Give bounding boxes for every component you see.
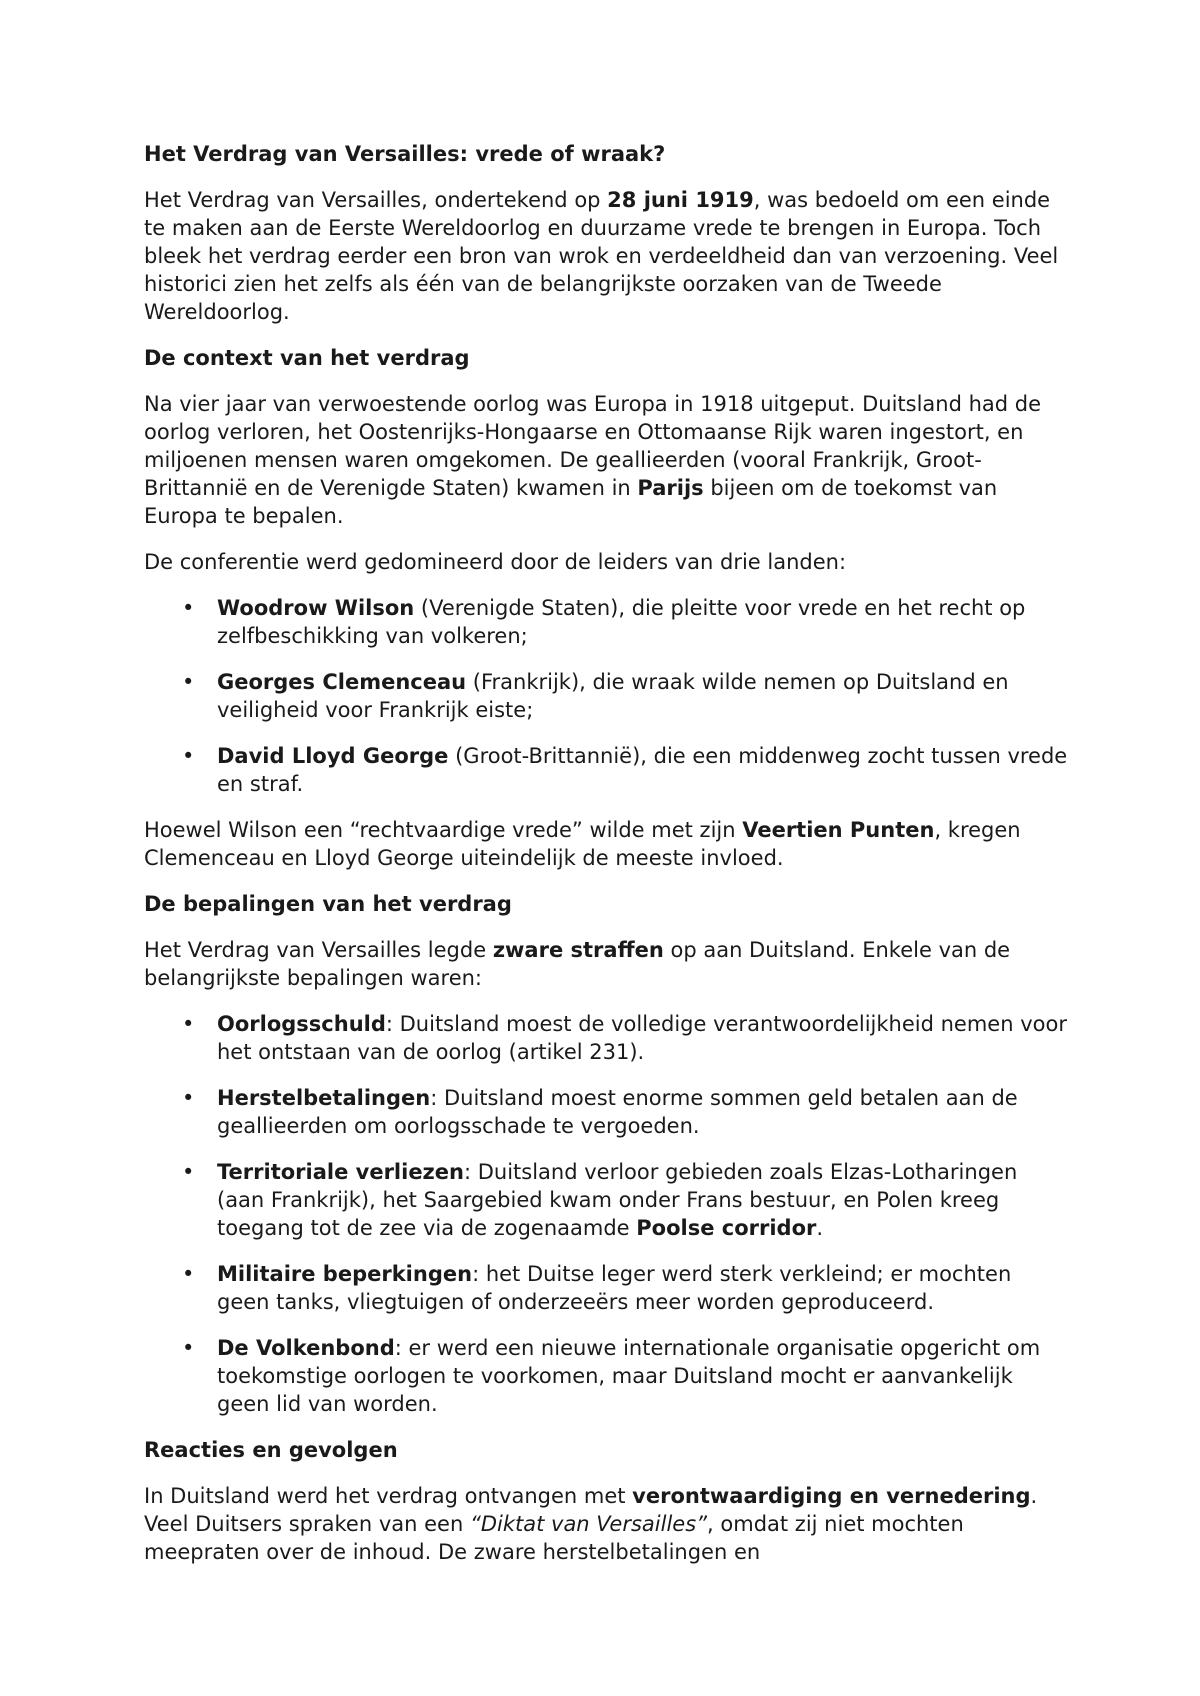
intro-paragraph [144, 186, 1070, 326]
bullet-icon: • [182, 1262, 195, 1286]
bullet-icon: • [182, 1336, 195, 1360]
text: , omdat zij niet mochten meepraten over de inhoud. De zware herstelbetalingen en [144, 1512, 964, 1564]
bold-text: Georges Clemenceau [217, 670, 467, 694]
bold-text: Militaire beperkingen [217, 1262, 473, 1286]
bullet-icon: • [182, 1160, 195, 1184]
text: : het Duitse leger werd sterk verkleind; er mochten geen tanks, vliegtuigen of onderzeeërs meer worden geproduceerd. [217, 1262, 1012, 1314]
text: . [816, 1216, 824, 1240]
conference-paragraph: De conferentie werd gedomineerd door de leiders van drie landen: [144, 550, 847, 574]
bullet-icon: • [182, 670, 195, 694]
wilson-paragraph [144, 816, 1070, 872]
section-heading-reactions: Reacties en gevolgen [144, 1438, 398, 1462]
list-item [144, 1334, 1070, 1418]
list-item [144, 1158, 1070, 1242]
list-item [144, 1084, 1070, 1140]
section-heading-context: De context van het verdrag [144, 346, 470, 370]
text: Hoewel Wilson een “rechtvaardige vrede” wilde met zijn [144, 818, 743, 842]
bullet-icon: • [182, 744, 195, 768]
bold-text: Territoriale verliezen [217, 1160, 464, 1184]
text: op aan Duitsland. Enkele van de belangrijkste bepalingen waren: [144, 938, 1011, 990]
list-item [144, 594, 1070, 650]
reactions-paragraph [144, 1482, 1070, 1566]
bold-text: 28 juni 1919 [607, 188, 754, 212]
text: : er werd een nieuwe internationale organisatie opgericht om toekomstige oorlogen te voorkomen, maar Duitsland mocht er aanvankelijk geen lid van worden. [217, 1336, 1041, 1416]
text: Na vier jaar van verwoestende oorlog was Europa in 1918 uitgeput. Duitsland had de oorlog verloren, het Oostenrijks-Hongaarse en Ottomaanse Rijk waren ingestort, en miljoenen mensen waren omgekomen. De geallieerden (vooral Frankrijk, Groot-Brittannië en de Verenigde Staten) kwamen in [144, 392, 1042, 500]
text: (Verenigde Staten), die pleitte voor vrede en het recht op zelfbeschikking van volkeren; [217, 596, 1026, 648]
text: , was bedoeld om een einde te maken aan de Eerste Wereldoorlog en duurzame vrede te brengen in Europa. Toch bleek het verdrag eerder een bron van wrok en verdeeldheid dan van verzoening. Veel historici zien het zelfs als één van de belangrijkste oorzaken van de Tweede Wereldoorlog. [144, 188, 1059, 324]
text: Het Verdrag van Versailles, ondertekend op [144, 188, 608, 212]
bullet-icon: • [182, 1086, 195, 1110]
list-item [144, 1260, 1070, 1316]
section-heading-provisions: De bepalingen van het verdrag [144, 892, 512, 916]
italic-text: “Diktat van Versailles” [469, 1512, 708, 1536]
text: : Duitsland moest enorme sommen geld betalen aan de geallieerden om oorlogsschade te vergoeden. [217, 1086, 1018, 1138]
bold-text: De Volkenbond [217, 1336, 395, 1360]
text: : Duitsland verloor gebieden zoals Elzas-Lotharingen (aan Frankrijk), het Saargebied kwam onder Frans bestuur, en Polen kreeg toegang tot de zee via de zogenaamde [217, 1160, 1018, 1240]
bold-text: David Lloyd George [217, 744, 449, 768]
text: bijeen om de toekomst van Europa te bepalen. [144, 476, 998, 528]
bold-text: Woodrow Wilson [217, 596, 415, 620]
list-item [144, 1010, 1070, 1066]
list-item [144, 742, 1070, 798]
bullet-icon: • [182, 596, 195, 620]
provisions-list [144, 1010, 1070, 1418]
bold-text: Parijs [637, 476, 704, 500]
bold-text: Herstelbetalingen [217, 1086, 431, 1110]
bold-text: Veertien Punten [742, 818, 935, 842]
bold-text: zware straffen [492, 938, 664, 962]
text: . Veel Duitsers spraken van een [144, 1484, 1038, 1536]
text: (Groot-Brittannië), die een middenweg zocht tussen vrede en straf. [217, 744, 1068, 796]
document-title: Het Verdrag van Versailles: vrede of wraak? [144, 142, 666, 166]
text: , kregen Clemenceau en Lloyd George uiteindelijk de meeste invloed. [144, 818, 1021, 870]
text: Het Verdrag van Versailles legde [144, 938, 493, 962]
bold-text: Poolse corridor [636, 1216, 817, 1240]
bold-text: Oorlogsschuld [217, 1012, 386, 1036]
provisions-paragraph [144, 936, 1070, 992]
text: In Duitsland werd het verdrag ontvangen met [144, 1484, 633, 1508]
text: (Frankrijk), die wraak wilde nemen op Duitsland en veiligheid voor Frankrijk eiste; [217, 670, 1009, 722]
context-paragraph [144, 390, 1070, 530]
leaders-list [144, 594, 1070, 798]
list-item [144, 668, 1070, 724]
bold-text: verontwaardiging en vernedering [632, 1484, 1031, 1508]
text: : Duitsland moest de volledige verantwoordelijkheid nemen voor het ontstaan van de oorlog (artikel 231). [217, 1012, 1067, 1064]
bullet-icon: • [182, 1012, 195, 1036]
